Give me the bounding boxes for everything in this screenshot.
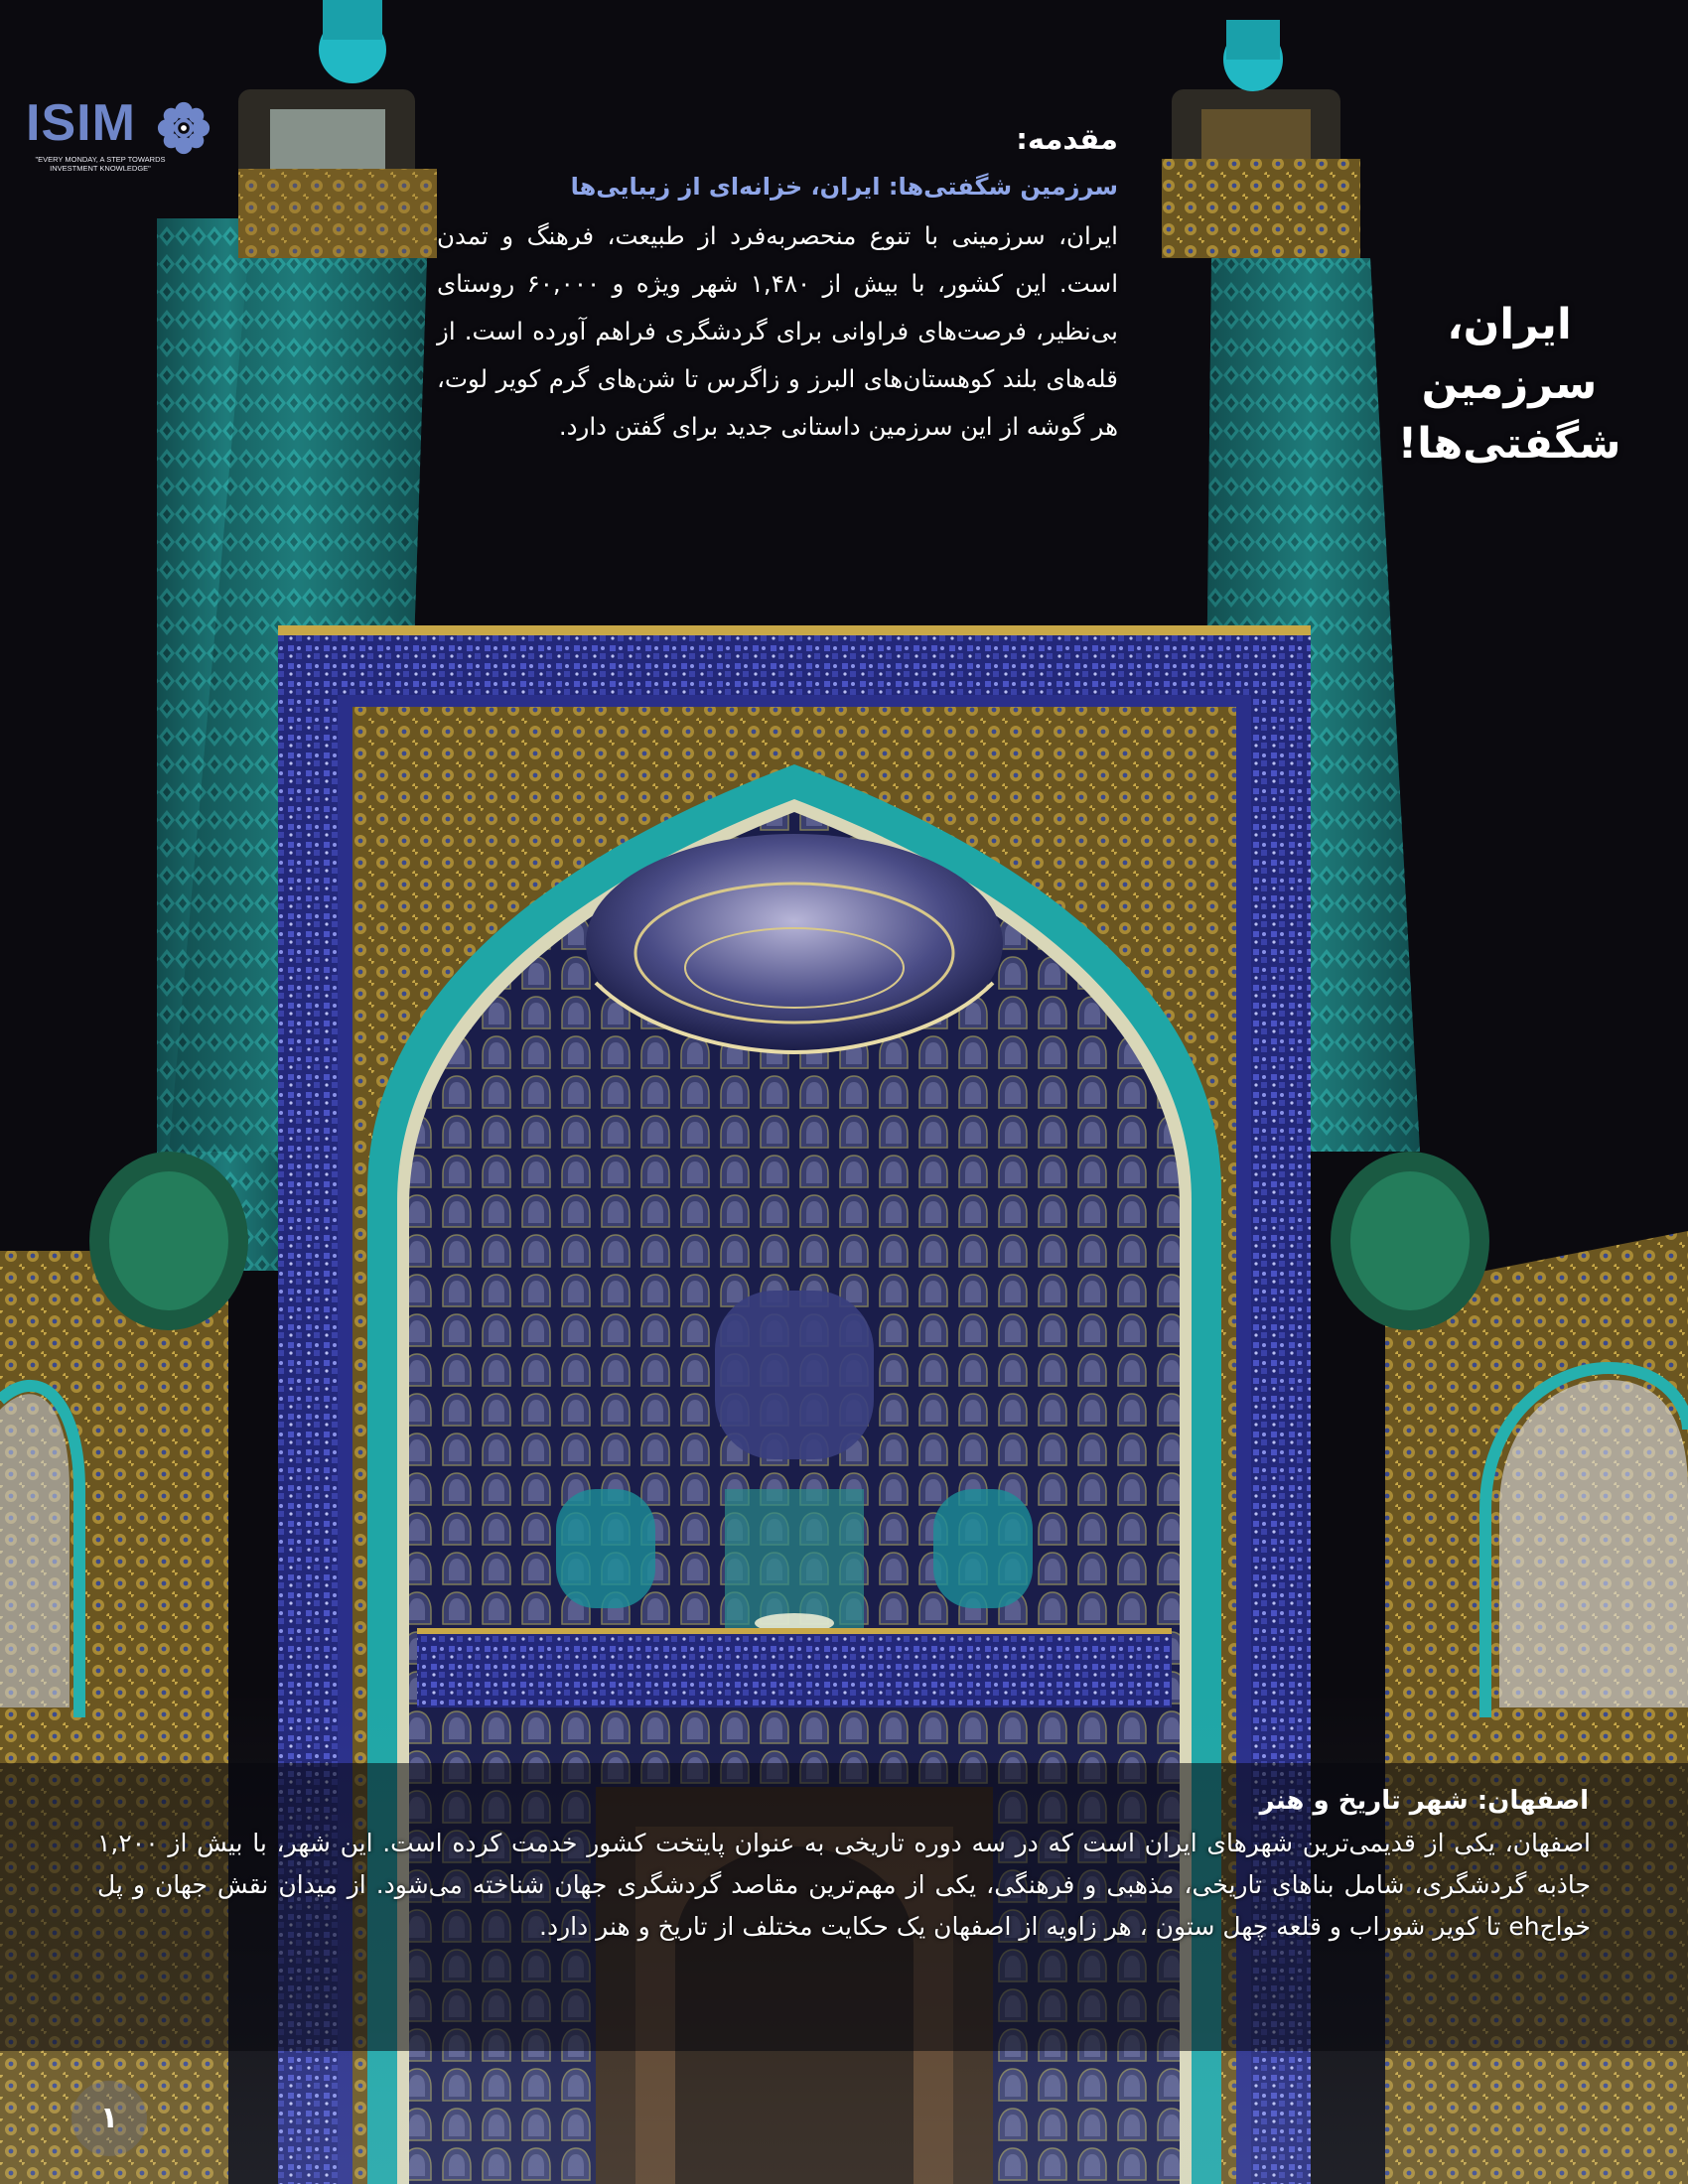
isfahan-paragraph: اصفهان، یکی از قدیمی‌ترین شهرهای ایران است که در سه دوره تاریخی به عنوان پایتخت کشور خدمت کرده است. این شهر، با بیش از ۱,۲۰۰ جاذبه گردشگری، شامل بناهای تاریخی، مذهبی و فرهنگی، یکی از مهم‌ترین مقاصد گردشگری جهان شناخته می‌شود. از میدان نقش جهان و پل خواجeh تا کویر شوراب و قلعه چهل ستون ، هر زاویه از اصفهان یک حکایت مختلف از تاریخ و هنر دارد. [97,1829,1591,1941]
title-line-2: سرزمین [1421,358,1598,409]
intro-paragraph: ایران، سرزمینی با تنوع منحصربه‌فرد از طبیعت، فرهنگ و تمدن است. این کشور، با بیش از ۱,۴۸۰ شهر ویژه و ۶۰,۰۰۰ روستای بی‌نظیر، فرصت‌های فراوانی برای گردشگری فراهم آورده است. از قله‌های بلند کوهستان‌های البرز و زاگرس تا شن‌های گرم کویر لوت، هر گوشه از این سرزمین داستانی جدید برای گفتن دارد. [437,221,1119,441]
intro-subheading: سرزمین شگفتی‌ها: ایران، خزانه‌ای از زیبایی‌ها [570,173,1118,201]
isfahan-section [97,1783,1591,1948]
isfahan-heading: اصفهان: شهر تاریخ و هنر [1259,1786,1589,1816]
intro-heading: مقدمه: [1016,122,1118,156]
logo-wordmark: ISIM [26,94,136,152]
rosette-emblem-icon [155,99,212,157]
title-line-1: ایران، [1447,299,1572,349]
title-line-3: شگفتی‌ها! [1397,418,1621,469]
isim-logo [26,95,205,185]
page-title [1380,295,1638,474]
intro-section [437,121,1118,451]
page-number: ۱ [71,2081,147,2156]
logo-tagline: "EVERY MONDAY, A STEP TOWARDS INVESTMENT KNOWLEDGE" [35,155,166,173]
